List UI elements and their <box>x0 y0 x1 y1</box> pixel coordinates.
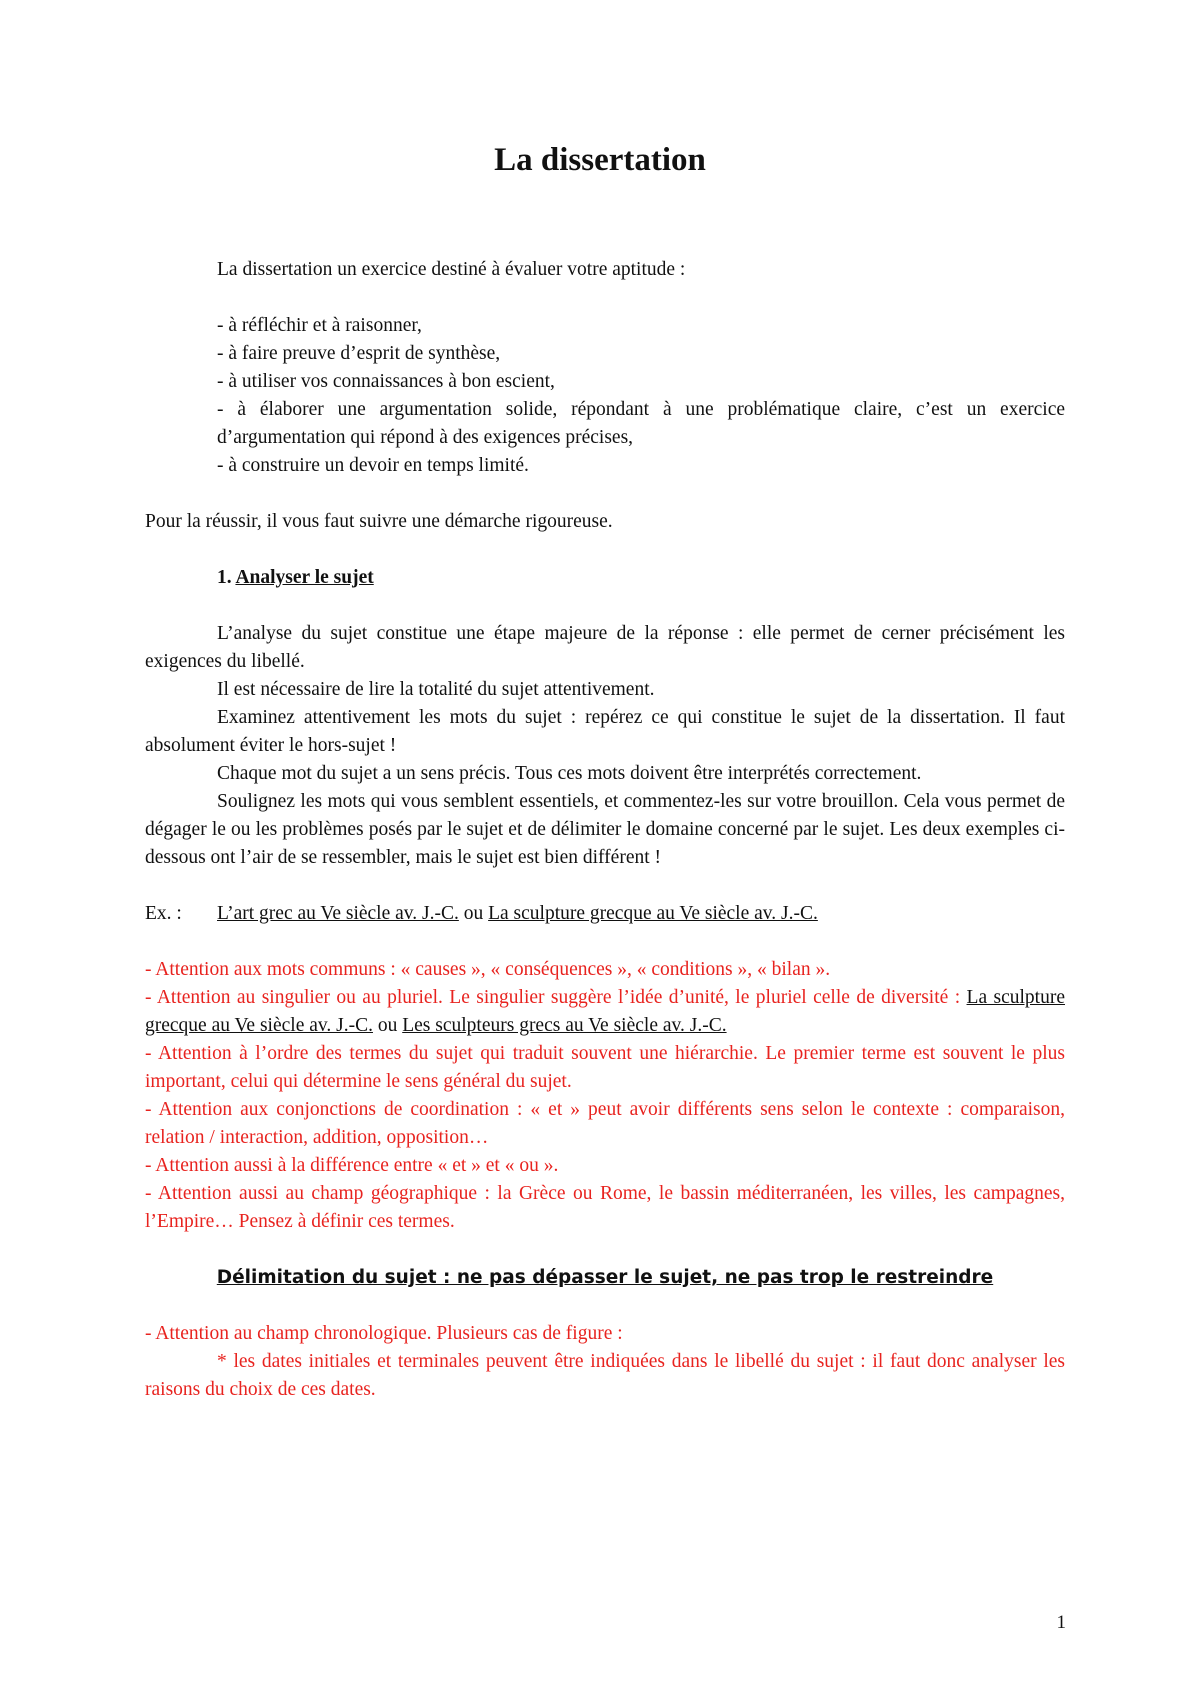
warning-item: - Attention aussi au champ géographique : la Grèce ou Rome, le bassin méditerranéen, les villes, les campagnes, l’Empire… Pensez à définir ces termes. <box>145 1183 1065 1232</box>
warnings-block <box>145 956 1065 1236</box>
list-item: - à faire preuve d’esprit de synthèse, <box>217 343 501 364</box>
delimitation-heading: Délimitation du sujet : ne pas dépasser le sujet, ne pas trop le restreindre <box>216 1267 994 1288</box>
example-subject-a: L’art grec au Ve siècle av. J.-C. <box>217 903 459 924</box>
list-item: - à réfléchir et à raisonner, <box>217 315 422 336</box>
chronology-warning: - Attention au champ chronologique. Plusieurs cas de figure : <box>145 1323 623 1344</box>
intro-paragraph: La dissertation un exercice destiné à évaluer votre aptitude : <box>217 259 686 280</box>
warning-example-b: Les sculpteurs grecs au Ve siècle av. J.-C. <box>402 1015 727 1036</box>
chronology-case: * les dates initiales et terminales peuvent être indiquées dans le libellé du sujet : il faut donc analyser les raisons du choix de ces dates. <box>145 1351 1065 1400</box>
section-heading <box>145 564 1065 592</box>
example-line <box>145 900 1065 928</box>
warning-item <box>145 984 1065 1040</box>
example-subject-b: La sculpture grecque au Ve siècle av. J.-C. <box>488 903 818 924</box>
page-number: 1 <box>1056 1612 1066 1633</box>
document-body <box>145 256 1065 1404</box>
analysis-paragraph: Il est nécessaire de lire la totalité du sujet attentivement. <box>217 679 655 700</box>
warning-item: - Attention à l’ordre des termes du sujet qui traduit souvent une hiérarchie. Le premier terme est souvent le plus important, celui qui détermine le sens général du sujet. <box>145 1043 1065 1092</box>
warning-example-a: La sculpture grecque au Ve siècle av. J.-C. <box>145 987 1065 1036</box>
warning-connector: ou <box>372 1015 403 1036</box>
analysis-paragraph: L’analyse du sujet constitue une étape majeure de la réponse : elle permet de cerner précisément les exigences du libellé. <box>145 623 1065 672</box>
example-label: Ex. : <box>145 903 182 924</box>
warning-item: - Attention aux conjonctions de coordination : « et » peut avoir différents sens selon le contexte : comparaison, relation / interaction, addition, opposition… <box>145 1099 1065 1148</box>
section-title: Analyser le sujet <box>235 567 374 588</box>
analysis-paragraph: Examinez attentivement les mots du sujet : repérez ce qui constitue le sujet de la dissertation. Il faut absolument éviter le hors-sujet ! <box>145 707 1065 756</box>
list-item: - à construire un devoir en temps limité. <box>217 455 529 476</box>
aptitude-list <box>145 312 1065 480</box>
warning-text: - Attention au singulier ou au pluriel. Le singulier suggère l’idée d’unité, le pluriel celle de diversité : <box>145 987 967 1008</box>
warning-item: - Attention aussi à la différence entre « et » et « ou ». <box>145 1155 559 1176</box>
list-item: - à utiliser vos connaissances à bon escient, <box>217 371 555 392</box>
method-paragraph: Pour la réussir, il vous faut suivre une démarche rigoureuse. <box>145 511 613 532</box>
page-title: La dissertation <box>494 142 706 178</box>
analysis-paragraph: Soulignez les mots qui vous semblent essentiels, et commentez-les sur votre brouillon. Cela vous permet de dégager le ou les problèmes posés par le sujet et de délimiter le domaine concerné par le sujet. Les deux exemples ci-dessous ont l’air de se ressembler, mais le sujet est bien différent ! <box>145 791 1065 868</box>
list-item: - à élaborer une argumentation solide, répondant à une problématique claire, c’est un exercice d’argumentation qui répond à des exigences précises, <box>217 399 1065 448</box>
section-number: 1. <box>217 567 232 588</box>
example-connector: ou <box>458 903 489 924</box>
warning-item: - Attention aux mots communs : « causes », « conséquences », « conditions », « bilan ». <box>145 959 831 980</box>
analysis-paragraph: Chaque mot du sujet a un sens précis. Tous ces mots doivent être interprétés correctement. <box>217 763 922 784</box>
